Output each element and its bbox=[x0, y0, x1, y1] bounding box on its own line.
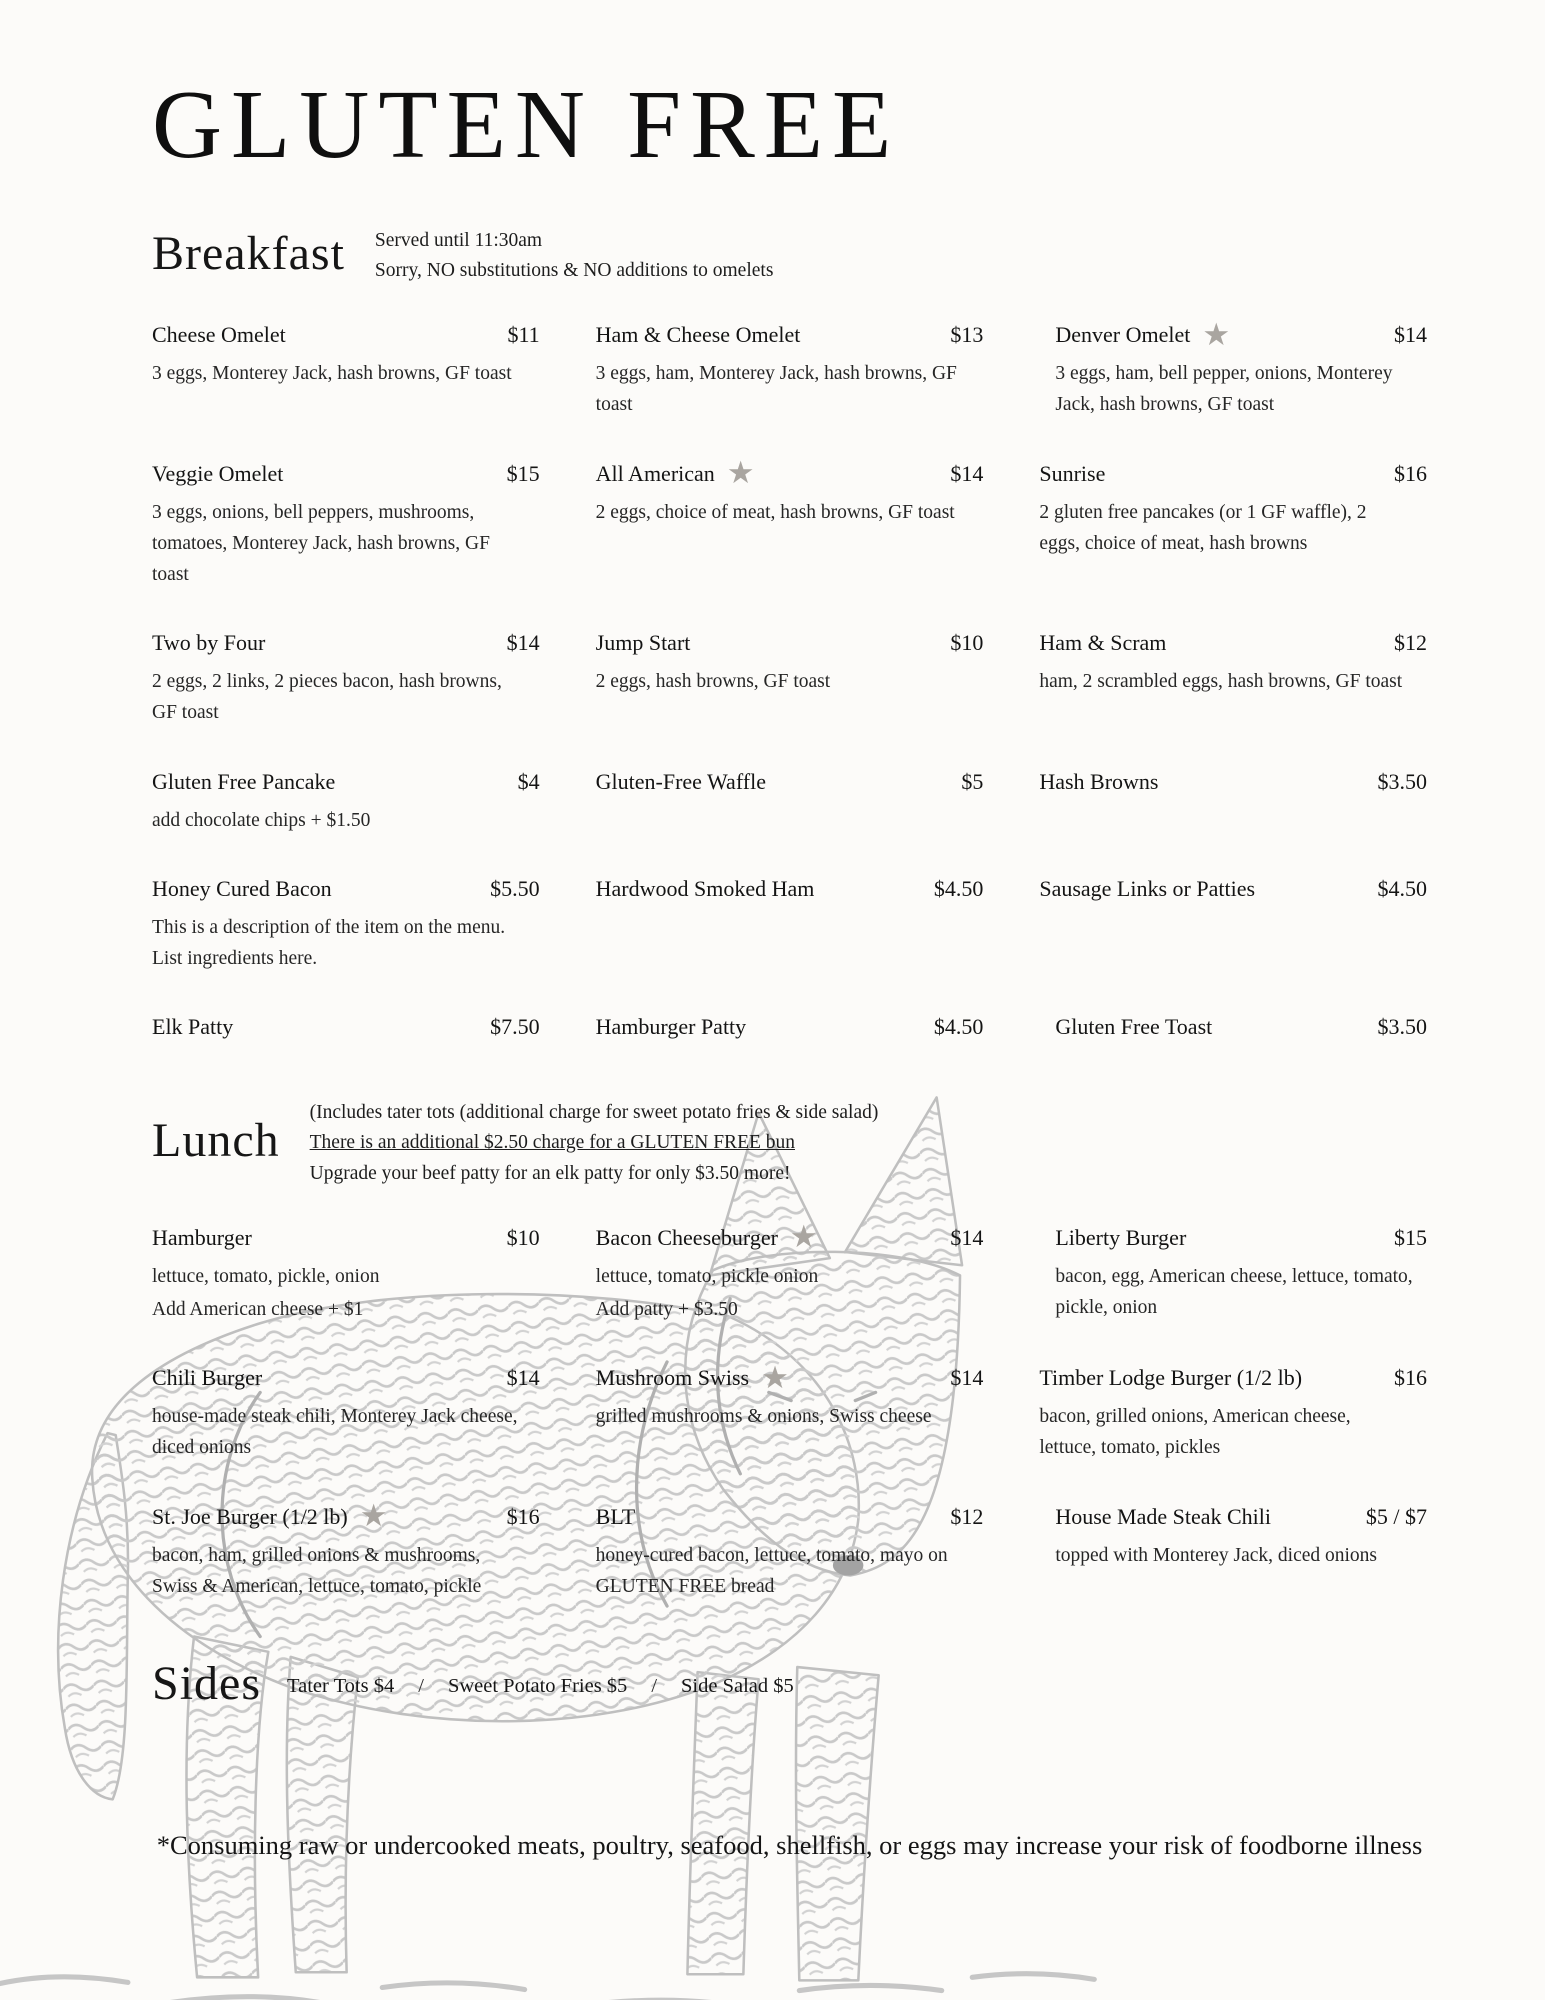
menu-item-honey-cured-bacon bbox=[152, 876, 540, 974]
sides-separator: / bbox=[418, 1675, 424, 1698]
item-name: Gluten Free Pancake bbox=[152, 768, 336, 794]
item-price: $10 bbox=[950, 630, 984, 656]
item-name: St. Joe Burger (1/2 lb) bbox=[152, 1503, 348, 1529]
item-name: Denver Omelet bbox=[1055, 322, 1191, 348]
item-description: grilled mushrooms & onions, Swiss cheese bbox=[595, 1406, 932, 1428]
item-price: $12 bbox=[950, 1503, 984, 1529]
consumption-disclaimer: *Consuming raw or undercooked meats, poultry, seafood, shellfish, or eggs may increase your risk of foodborne illness bbox=[156, 1829, 1423, 1860]
item-price: $15 bbox=[1393, 1224, 1427, 1250]
item-name: Bacon Cheeseburger bbox=[595, 1224, 778, 1250]
menu-item-chili-burger bbox=[152, 1365, 540, 1463]
item-name: Liberty Burger bbox=[1055, 1224, 1187, 1250]
menu-item-sausage-links bbox=[1039, 876, 1427, 974]
lunch-heading: Lunch bbox=[152, 1114, 280, 1168]
breakfast-note-hours: Served until 11:30am bbox=[374, 229, 543, 251]
menu-item-ham-cheese-omelet bbox=[596, 322, 984, 420]
sides-heading: Sides bbox=[152, 1656, 262, 1710]
breakfast-note-substitutions: Sorry, NO substitutions & NO additions to omelets bbox=[374, 260, 774, 282]
breakfast-section-header bbox=[152, 222, 1427, 286]
item-price: $7.50 bbox=[490, 1014, 540, 1040]
item-description: add chocolate chips + $1.50 bbox=[152, 809, 371, 831]
menu-item-blt bbox=[596, 1504, 984, 1602]
menu-item-hardwood-smoked-ham bbox=[596, 876, 984, 974]
lunch-note-elk-upgrade: Upgrade your beef patty for an elk patty for only $3.50 more! bbox=[309, 1162, 791, 1184]
menu-item-liberty-burger bbox=[1039, 1225, 1427, 1325]
item-name: Veggie Omelet bbox=[152, 460, 284, 486]
item-name: Hamburger Patty bbox=[595, 1014, 747, 1040]
sides-separator: / bbox=[651, 1675, 658, 1698]
item-price: $5 / $7 bbox=[1365, 1503, 1427, 1529]
item-name: Sunrise bbox=[1039, 460, 1106, 486]
item-description-addon: Add American cheese + $1 bbox=[152, 1299, 364, 1320]
item-description: 3 eggs, ham, bell pepper, onions, Monterey Jack, hash browns, GF toast bbox=[1055, 363, 1393, 416]
item-name: Jump Start bbox=[595, 630, 691, 656]
item-name: Hardwood Smoked Ham bbox=[595, 875, 815, 901]
item-description: 3 eggs, onions, bell peppers, mushrooms, tomatoes, Monterey Jack, hash browns, GF toast bbox=[152, 501, 490, 586]
item-name: Honey Cured Bacon bbox=[152, 875, 332, 901]
menu-item-st-joe-burger bbox=[152, 1498, 540, 1602]
menu-item-ham-scram bbox=[1039, 630, 1427, 728]
lunch-notes bbox=[310, 1094, 879, 1189]
lunch-items-grid bbox=[152, 1219, 1427, 1602]
item-name: Chili Burger bbox=[152, 1365, 263, 1391]
item-name: Hash Browns bbox=[1039, 768, 1159, 794]
lunch-note-includes: (Includes tater tots (additional charge for sweet potato fries & side salad) bbox=[309, 1102, 879, 1124]
sides-section bbox=[152, 1656, 1427, 1710]
item-description: topped with Monterey Jack, diced onions bbox=[1055, 1544, 1378, 1566]
item-price: $10 bbox=[506, 1224, 540, 1250]
lunch-section-header bbox=[152, 1094, 1427, 1189]
item-name: Cheese Omelet bbox=[152, 322, 286, 348]
item-price: $11 bbox=[507, 322, 540, 348]
item-price: $14 bbox=[1393, 322, 1427, 348]
item-name: Ham & Cheese Omelet bbox=[595, 322, 801, 348]
page-title: GLUTEN FREE bbox=[152, 71, 901, 178]
item-name: Two by Four bbox=[152, 630, 266, 656]
menu-item-jump-start bbox=[596, 630, 984, 728]
sides-items bbox=[287, 1669, 794, 1698]
menu-item-hamburger-patty bbox=[596, 1014, 984, 1040]
menu-item-two-by-four bbox=[152, 630, 540, 728]
side-item-sweet-potato-fries: Sweet Potato Fries $5 bbox=[447, 1675, 628, 1698]
item-price: $3.50 bbox=[1377, 1014, 1427, 1040]
item-name: Timber Lodge Burger (1/2 lb) bbox=[1039, 1365, 1303, 1391]
star-icon: ★ bbox=[789, 1219, 818, 1255]
side-item-tater-tots: Tater Tots $4 bbox=[287, 1675, 395, 1698]
menu-item-all-american bbox=[595, 455, 984, 591]
menu-item-denver-omelet bbox=[1039, 316, 1427, 420]
star-icon: ★ bbox=[1202, 316, 1231, 352]
item-price: $5.50 bbox=[490, 875, 540, 901]
item-price: $4.50 bbox=[933, 1014, 984, 1040]
item-price: $14 bbox=[950, 1365, 984, 1391]
item-price: $16 bbox=[506, 1503, 540, 1529]
item-description: bacon, ham, grilled onions & mushrooms, Swiss & American, lettuce, tomato, pickle bbox=[152, 1544, 482, 1597]
item-name: All American bbox=[595, 460, 715, 486]
item-price: $14 bbox=[506, 630, 540, 656]
lunch-note-gf-bun: There is an additional $2.50 charge for a GLUTEN FREE bun bbox=[309, 1132, 796, 1154]
item-description: lettuce, tomato, pickle, onion bbox=[152, 1265, 380, 1287]
item-name: Hamburger bbox=[152, 1224, 252, 1250]
item-description: ham, 2 scrambled eggs, hash browns, GF toast bbox=[1039, 671, 1403, 693]
breakfast-items-grid bbox=[152, 316, 1427, 1040]
side-item-side-salad: Side Salad $5 bbox=[681, 1675, 794, 1698]
item-price: $12 bbox=[1393, 630, 1427, 656]
item-description-addon: Add patty + $3.50 bbox=[595, 1299, 738, 1320]
item-name: Mushroom Swiss bbox=[595, 1365, 750, 1391]
menu-item-bacon-cheeseburger bbox=[595, 1219, 984, 1325]
menu-item-hamburger bbox=[152, 1225, 540, 1325]
item-price: $14 bbox=[506, 1365, 540, 1391]
menu-item-cheese-omelet bbox=[152, 322, 540, 420]
menu-item-veggie-omelet bbox=[152, 461, 540, 591]
item-price: $4.50 bbox=[933, 875, 984, 901]
star-icon: ★ bbox=[359, 1498, 388, 1534]
menu-item-gluten-free-pancake bbox=[152, 769, 540, 836]
item-name: Gluten-Free Waffle bbox=[595, 768, 766, 794]
item-price: $16 bbox=[1393, 1365, 1427, 1391]
ground-strokes bbox=[0, 1974, 1094, 2000]
breakfast-notes bbox=[375, 222, 773, 286]
star-icon: ★ bbox=[761, 1359, 789, 1395]
item-price: $5 bbox=[961, 768, 984, 794]
item-description: 2 gluten free pancakes (or 1 GF waffle), 2 eggs, choice of meat, hash browns bbox=[1039, 501, 1367, 554]
menu-item-gluten-free-waffle bbox=[596, 769, 984, 836]
item-description: house-made steak chili, Monterey Jack cheese, diced onions bbox=[152, 1406, 518, 1459]
menu-item-mushroom-swiss bbox=[595, 1359, 984, 1463]
item-name: House Made Steak Chili bbox=[1055, 1503, 1272, 1529]
item-price: $14 bbox=[950, 1224, 984, 1250]
item-description: 2 eggs, hash browns, GF toast bbox=[595, 671, 831, 693]
item-description: bacon, grilled onions, American cheese, lettuce, tomato, pickles bbox=[1039, 1406, 1351, 1459]
item-price: $16 bbox=[1393, 460, 1427, 486]
item-description: 2 eggs, choice of meat, hash browns, GF toast bbox=[595, 501, 955, 523]
menu-item-elk-patty bbox=[152, 1014, 540, 1040]
menu-item-hash-browns bbox=[1039, 769, 1427, 836]
star-icon: ★ bbox=[726, 455, 755, 491]
menu-item-gluten-free-toast bbox=[1039, 1014, 1427, 1040]
item-name: Sausage Links or Patties bbox=[1039, 875, 1256, 901]
item-name: Ham & Scram bbox=[1039, 630, 1167, 656]
menu-item-timber-lodge-burger bbox=[1039, 1365, 1427, 1463]
item-description: 3 eggs, Monterey Jack, hash browns, GF toast bbox=[152, 363, 512, 385]
menu-item-house-made-steak-chili bbox=[1039, 1504, 1427, 1602]
item-price: $4.50 bbox=[1377, 875, 1427, 901]
item-description: 2 eggs, 2 links, 2 pieces bacon, hash browns, GF toast bbox=[152, 671, 502, 724]
item-name: Elk Patty bbox=[152, 1014, 234, 1040]
menu-item-sunrise bbox=[1039, 461, 1427, 591]
item-price: $13 bbox=[950, 322, 984, 348]
item-name: BLT bbox=[595, 1503, 636, 1529]
breakfast-heading: Breakfast bbox=[152, 227, 345, 281]
item-price: $15 bbox=[506, 460, 540, 486]
item-price: $14 bbox=[950, 460, 984, 486]
item-description: 3 eggs, ham, Monterey Jack, hash browns, GF toast bbox=[595, 363, 957, 416]
item-description: bacon, egg, American cheese, lettuce, tomato, pickle, onion bbox=[1055, 1265, 1413, 1318]
item-name: Gluten Free Toast bbox=[1055, 1014, 1213, 1040]
item-description: honey-cured bacon, lettuce, tomato, mayo on GLUTEN FREE bread bbox=[595, 1544, 948, 1597]
item-price: $3.50 bbox=[1377, 768, 1427, 794]
item-description: lettuce, tomato, pickle onion bbox=[595, 1265, 819, 1287]
item-price: $4 bbox=[517, 768, 540, 794]
item-description: This is a description of the item on the menu. List ingredients here. bbox=[152, 916, 506, 969]
